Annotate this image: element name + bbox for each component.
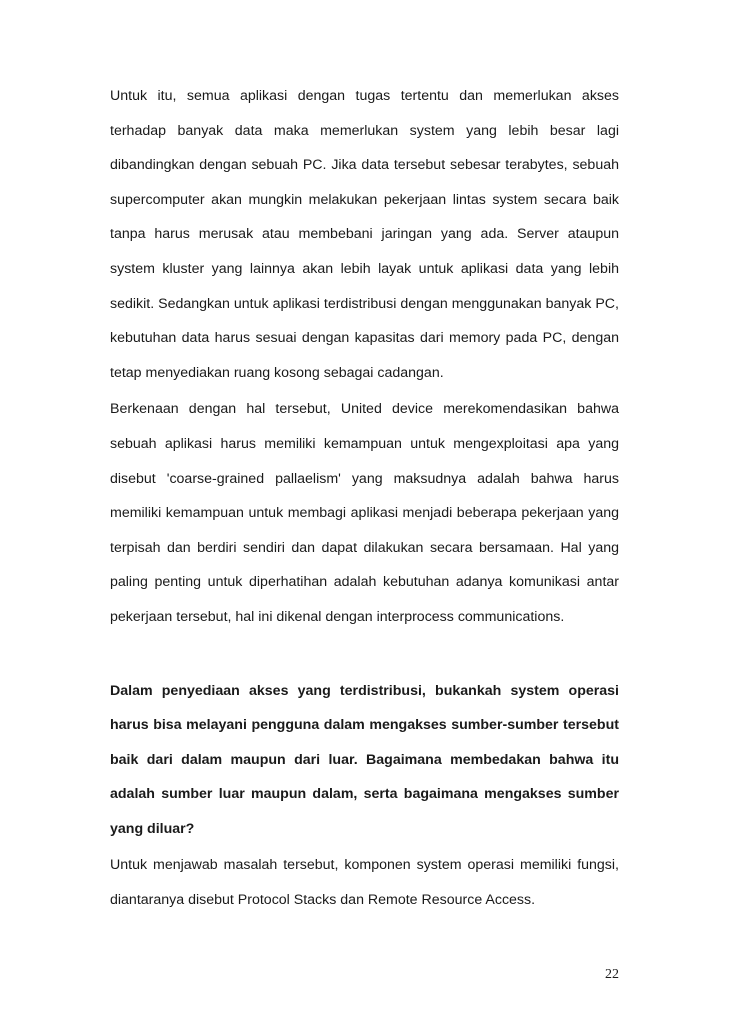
paragraph-coarse-grained-parallelism: Berkenaan dengan hal tersebut, United device merekomendasikan bahwa sebuah aplikasi harus memiliki kemampuan untuk mengexploitasi apa yang disebut 'coarse-grained pallaelism' yang maksudnya adalah bahwa harus memiliki kemampuan untuk membagi aplikasi menjadi beberapa pekerjaan yang terpisah dan berdiri sendiri dan dapat dilakukan secara bersamaan. Hal yang paling penting untuk diperhatihan adalah kebutuhan adanya komunikasi antar pekerjaan tersebut, hal ini dikenal dengan interprocess communications. [110,401,619,625]
paragraph-question-distributed-access: Dalam penyediaan akses yang terdistribusi, bukankah system operasi harus bisa melayani pengguna dalam mengakses sumber-sumber tersebut baik dari dalam maupun dari luar. Bagaimana membedakan bahwa itu adalah sumber luar maupun dalam, serta bagaimana mengakses sumber yang diluar? [110,682,619,837]
paragraph-spacer [110,635,619,674]
page-body [110,79,619,918]
paragraph-application-data-requirements: Untuk itu, semua aplikasi dengan tugas tertentu dan memerlukan akses terhadap banyak data maka memerlukan system yang lebih besar lagi dibandingkan dengan sebuah PC. Jika data tersebut sebesar terabytes, sebuah supercomputer akan mungkin melakukan pekerjaan lintas system secara baik tanpa harus merusak atau membebani jaringan yang ada. Server ataupun system kluster yang lainnya akan lebih layak untuk aplikasi data yang lebih sedikit. Sedangkan untuk aplikasi terdistribusi dengan menggunakan banyak PC, kebutuhan data harus sesuai dengan kapasitas dari memory pada PC, dengan tetap menyediakan ruang kosong sebagai cadangan. [110,88,619,381]
paragraph-answer-protocol-stacks: Untuk menjawab masalah tersebut, komponen system operasi memiliki fungsi, diantaranya disebut Protocol Stacks dan Remote Resource Access. [110,857,619,909]
page-number: 22 [605,967,619,982]
